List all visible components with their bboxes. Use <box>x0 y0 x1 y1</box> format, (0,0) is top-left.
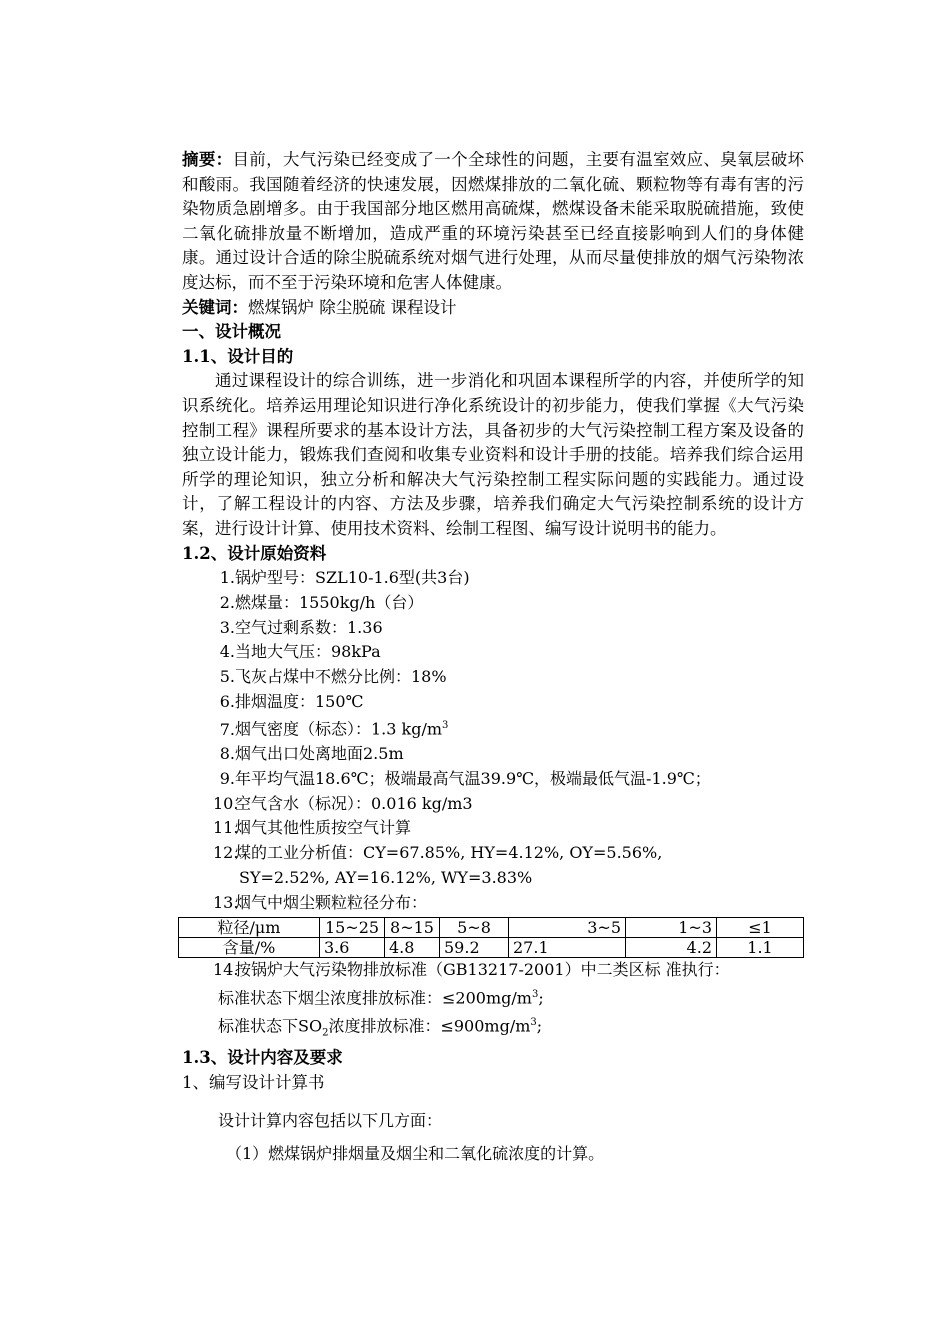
list-item: 11.烟气其他性质按空气计算 <box>213 818 412 838</box>
table-cell: 59.2 <box>440 938 509 958</box>
abstract-text: 目前，大气污染已经变成了一个全球性的问题，主要有温室效应、臭氧层破坏和酸雨。我国随着经济的快速发展，因燃煤排放的二氧化硫、颗粒物等有毒有害的污染物质急剧增多。由于我国部分地区燃用高硫煤，燃煤设备未能采取脱硫措施，致使二氧化硫排放量不断增加，造成严重的环境污染甚至已经直接影响到人们的身体健康。通过设计合适的除尘脱硫系统对烟气进行处理，从而尽量使排放的烟气污染物浓度达标，而不至于污染环境和危害人体健康。 <box>182 150 805 292</box>
table-row <box>179 918 804 938</box>
table-cell: 15~25 <box>320 918 385 938</box>
section-1-3-title: 1.3、设计内容及要求 <box>182 1048 343 1068</box>
table-cell: 1.1 <box>717 938 804 958</box>
list-item: 5.飞灰占煤中不燃分比例：18% <box>219 666 447 686</box>
table-cell: ≤1 <box>717 918 804 938</box>
list-item: 10.空气含水（标况）：0.016 kg/m3 <box>213 793 473 813</box>
section-1-1-title: 1.1、设计目的 <box>182 346 294 366</box>
list-item: 7.烟气密度（标态）：1.3 $kg/m^3$ <box>219 719 449 739</box>
section-1-3-line1: 设计计算内容包括以下几方面： <box>218 1111 443 1131</box>
table-cell: 含量/% <box>179 938 320 958</box>
keywords-line <box>182 296 804 321</box>
list-item: 1.锅炉型号：SZL10-1.6型(共3台) <box>219 568 470 588</box>
particle-size-table <box>178 917 804 958</box>
table-cell: 4.8 <box>385 938 440 958</box>
raw-data-list <box>182 566 804 866</box>
table-cell: 5~8 <box>440 918 509 938</box>
keywords-text: 燃煤锅炉 除尘脱硫 课程设计 <box>248 297 457 317</box>
section-1-1-text: 通过课程设计的综合训练，进一步消化和巩固本课程所学的内容，并使所学的知识系统化。培养运用理论知识进行净化系统设计的初步能力，使我们掌握《大气污染控制工程》课程所要求的基本设计方法，具备初步的大气污染控制工程方案及设备的独立设计能力，锻炼我们查阅和收集专业资料和设计手册的技能。培养我们综合运用所学的理论知识，独立分析和解决大气污染控制工程实际问题的实践能力。通过设计，了解工程设计的内容、方法及步骤，培养我们确定大气污染控制系统的设计方案，进行设计计算、使用技术资料、绘制工程图、编写设计说明书的能力。 <box>182 371 804 538</box>
raw-data-list-cont <box>182 891 804 916</box>
list-item: 3.空气过剩系数：1.36 <box>219 617 383 637</box>
section-1-3-line2: （1）燃煤锅炉排烟量及烟尘和二氧化硫浓度的计算。 <box>226 1144 605 1164</box>
table-cell: 粒径/μm <box>179 918 320 938</box>
table-cell: 4.2 <box>626 938 717 958</box>
keywords-label: 关键词： <box>182 297 248 317</box>
raw-data-list-cont-2 <box>182 958 804 983</box>
dust-standard-line: 标准状态下烟尘浓度排放标准：$\le 200mg/m^3$; <box>218 988 544 1008</box>
table-cell: 27.1 <box>509 938 626 958</box>
section-1-3-sub1: 1、编写设计计算书 <box>182 1072 325 1092</box>
list-item: 14.按锅炉大气污染物排放标准（GB13217-2001）中二类区标 准执行： <box>213 960 730 980</box>
table-cell: 3.6 <box>320 938 385 958</box>
abstract-label: 摘要： <box>182 150 233 169</box>
list-item: 2.燃煤量：1550kg/h（台） <box>219 592 424 612</box>
table-cell: 1~3 <box>626 918 717 938</box>
list-item: 13.烟气中烟尘颗粒粒径分布： <box>213 892 428 912</box>
item-12-continuation: SY=2.52%, AY=16.12%, WY=3.83% <box>239 867 533 887</box>
document-page <box>182 148 804 1167</box>
abstract-paragraph <box>182 148 804 296</box>
list-item: 4.当地大气压：98kPa <box>219 642 381 662</box>
table-cell: 8~15 <box>385 918 440 938</box>
list-item: 8.烟气出口处离地面2.5m <box>219 744 404 764</box>
section-1-2-title: 1.2、设计原始资料 <box>182 543 327 563</box>
list-item: 6.排烟温度：150℃ <box>219 691 364 711</box>
list-item: 9.年平均气温18.6℃；极端最高气温39.9℃，极端最低气温-1.9℃； <box>219 769 711 789</box>
table-row <box>179 938 804 958</box>
table-cell: 3~5 <box>509 918 626 938</box>
list-item: 12.煤的工业分析值：CY=67.85%, HY=4.12%, OY=5.56%, <box>213 843 663 863</box>
so2-standard-line: 标准状态下$SO_2$浓度排放标准：$\le 900mg/m^3$; <box>218 1016 543 1039</box>
section-1-title: 一、设计概况 <box>182 322 281 342</box>
